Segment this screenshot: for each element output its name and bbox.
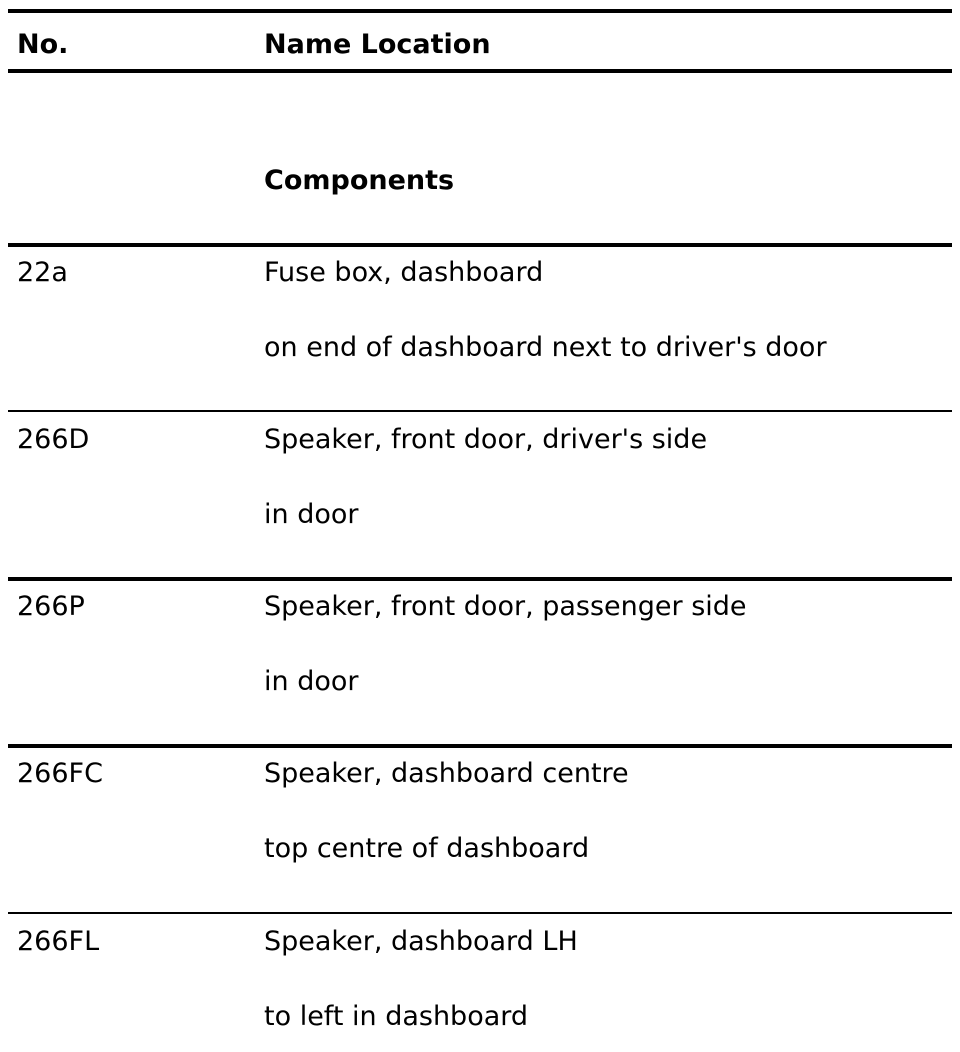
row-number: 22a bbox=[17, 257, 68, 288]
row-name: Fuse box, dashboard bbox=[264, 257, 544, 288]
row-location: in door bbox=[264, 666, 359, 697]
row-location: top centre of dashboard bbox=[264, 833, 590, 864]
row-number: 266FL bbox=[17, 926, 100, 957]
row-divider bbox=[8, 744, 952, 748]
row-name: Speaker, front door, driver's side bbox=[264, 424, 708, 455]
section-rule bbox=[8, 243, 952, 247]
section-title: Components bbox=[264, 165, 455, 196]
column-header-no: No. bbox=[17, 29, 69, 60]
column-header-name-location: Name Location bbox=[264, 29, 491, 60]
row-name: Speaker, front door, passenger side bbox=[264, 591, 747, 622]
header-bottom-rule bbox=[8, 69, 952, 73]
row-name: Speaker, dashboard LH bbox=[264, 926, 578, 957]
row-number: 266P bbox=[17, 591, 85, 622]
row-location: to left in dashboard bbox=[264, 1001, 529, 1032]
row-name: Speaker, dashboard centre bbox=[264, 758, 629, 789]
row-divider bbox=[8, 577, 952, 581]
row-location: on end of dashboard next to driver's door bbox=[264, 332, 827, 363]
row-number: 266D bbox=[17, 424, 90, 455]
table-top-rule bbox=[8, 9, 952, 13]
row-number: 266FC bbox=[17, 758, 103, 789]
row-divider bbox=[8, 410, 952, 412]
row-location: in door bbox=[264, 499, 359, 530]
row-divider bbox=[8, 912, 952, 914]
